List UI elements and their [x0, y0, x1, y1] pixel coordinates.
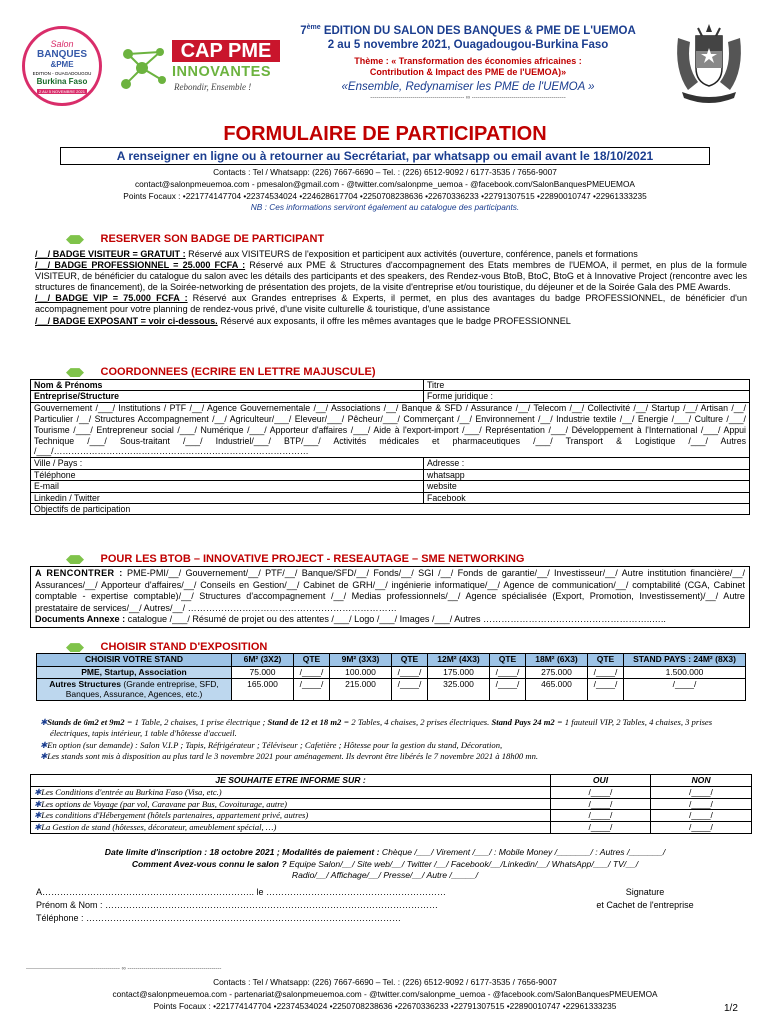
stand-table: [36, 653, 746, 701]
inform-item-text: Les conditions d'Hébergement (hôtels partenaires, appartement privé, autres): [41, 810, 309, 821]
salon-logo-text: &PME: [50, 60, 74, 69]
form-title: FORMULAIRE DE PARTICIPATION: [223, 123, 547, 145]
contact-line: contact@salonpmeuemoa.com - pmesalon@gmail.com - @twitter.com/salonpme_uemoa - @facebook.com/SalonBanquesPMEUEMOA: [135, 178, 635, 189]
col-9m2: 9M² (3X3): [330, 654, 392, 667]
badge-heading: [66, 233, 666, 245]
bullet-icon: ✱: [40, 739, 48, 750]
non-field[interactable]: /____/: [651, 822, 752, 834]
inform-item: [31, 810, 551, 822]
table-row: [31, 822, 752, 834]
note-item: [40, 751, 748, 762]
hexagon-icon: [66, 235, 84, 244]
theme-line-1: Thème : « Transformation des économies africaines :: [354, 56, 582, 66]
edition-sup: ème: [306, 24, 321, 31]
price-6: 165.000: [232, 679, 294, 701]
badge-pro-label: /__/ BADGE PROFESSIONNEL = 25.000 FCFA :: [35, 260, 246, 271]
stand-heading-text: CHOISIR STAND D'EXPOSITION: [100, 641, 268, 653]
qty-field[interactable]: /____/: [624, 679, 746, 701]
field-whatsapp[interactable]: whatsapp: [424, 469, 750, 480]
badge-options: [35, 249, 747, 327]
event-dates: 2 au 5 novembre 2021, Ouagadougou-Burkina Faso: [327, 39, 609, 51]
network-icon: [114, 40, 170, 96]
field-objectifs[interactable]: Objectifs de participation: [31, 503, 750, 514]
cap-pme-logo: [114, 40, 284, 98]
note-bold: Stand Pays 24 m2: [491, 717, 555, 727]
rencontrer-label: A RENCONTRER :: [35, 568, 123, 578]
badge-vip-text: Réservé aux Grandes entreprises & Experts, il permet, en plus des avantages du badge PROFESSIONNEL, de bénéficier d'un accompagnement pour votre planning de rendez-vous privé, d'une visite culturelle & touristique, d'une assistance: [35, 293, 747, 315]
price-18: 275.000: [526, 666, 588, 679]
contact-line: Contacts : Tel / Whatsapp: (226) 7667-6690 – Tel. : (226) 6512-9092 / 6177-3535 / 7656-9007: [213, 167, 557, 177]
signature-label: Signature: [625, 887, 665, 897]
burkina-coat-of-arms: [668, 20, 750, 108]
qty-field[interactable]: /____/: [588, 679, 624, 701]
inform-item-text: La Gestion de stand (hôtesses, décorateur, ameublement spécial, …): [41, 822, 277, 833]
row-label-main: Autres Structures: [49, 679, 121, 690]
footer-line: contact@salonpmeuemoa.com - partenariat@salonpmeuemoa.com - @twitter.com/salonpme_uemoa - @facebook.com/SalonBanquesPMEUEMOA: [112, 988, 658, 999]
col-stand-pays: STAND PAYS : 24M² (8X3): [624, 654, 746, 667]
salon-logo-text: 2 AU 5 NOVEMBRE 2021: [38, 89, 86, 94]
price-12: 325.000: [428, 679, 490, 701]
slogan: «Ensemble, Redynamiser les PME de l'UEMOA »: [341, 81, 595, 93]
btob-heading: [66, 553, 746, 565]
col-choose: CHOISIR VOTRE STAND: [37, 654, 232, 667]
oui-field[interactable]: /____/: [551, 786, 651, 798]
qty-field[interactable]: /____/: [294, 666, 330, 679]
salon-logo-text: BANQUES: [36, 49, 87, 60]
non-field[interactable]: /____/: [651, 786, 752, 798]
connu-label: Comment Avez-vous connu le salon ?: [131, 858, 287, 869]
bullet-icon: ✱: [34, 810, 42, 821]
field-prenom[interactable]: Prénom & Nom : …………………………………………………………………………………………………: [36, 900, 439, 910]
col-12m2: 12M² (4X3): [428, 654, 490, 667]
salon-logo-text: Salon: [50, 39, 74, 49]
edition-number: 7: [300, 24, 307, 37]
page-footer: [20, 977, 750, 1012]
coord-heading: [66, 366, 666, 378]
contacts-block: [20, 167, 750, 214]
salon-logo-text: EDITION - OUAGADOUGOU: [32, 71, 92, 76]
price-9: 100.000: [330, 666, 392, 679]
bullet-icon: ✱: [40, 750, 48, 761]
badge-vip[interactable]: [35, 293, 747, 315]
bullet-icon: ✱: [40, 717, 48, 727]
price-9: 215.000: [330, 679, 392, 701]
row-label: [37, 679, 232, 701]
note-bold: Stand de 12 et 18 m2: [267, 717, 342, 727]
col-non: NON: [651, 775, 752, 787]
non-field[interactable]: /____/: [651, 798, 752, 810]
coat-of-arms-icon: [668, 20, 750, 108]
note-item: [40, 717, 748, 740]
field-tel[interactable]: Téléphone : ……………………………………………………………………………………………: [36, 913, 402, 923]
badge-exposant[interactable]: [35, 316, 747, 327]
field-secteurs[interactable]: Gouvernement /___/ Institutions / PTF /__/ Agence Gouvernementale /__/ Associations /__/ Banque & SFD / Assurance /__/ Telecom /__/ Collectivité /__/ Startup /__/ Artisan /__/ Particulier /__/ Structures Accompagnement /__/ Agriculteur/___/ Eleveur/___/ Pêcheur/___/ Commerçant /__/ Environnement /__/ Industrie textile /__/ Energie /___/ Culture /___/ Tourisme /___/ Entrepreneur social /___/ Numérique /___/ Apporteur d'affaires /___/ Aide à l'export-import /___/ Représentation /___/ Développement à l'International /___/ Appui Technique /___/ Sous-traitant /___/ Industriel/___/ BTP/___/ Activités médicales et pharmaceutiques /___/ Transport & Logistique /___/ Autres /___/……………………………………………………………………………: [31, 402, 750, 458]
badge-expo-label: /__/ BADGE EXPOSANT = voir ci-dessous.: [35, 315, 218, 326]
field-website[interactable]: website: [424, 481, 750, 492]
field-adresse[interactable]: Adresse :: [424, 458, 750, 469]
edition-title: [283, 24, 653, 37]
hexagon-icon: [66, 643, 84, 652]
page-number: 1/2: [724, 1003, 738, 1014]
row-label: PME, Startup, Association: [37, 666, 232, 679]
price-18: 465.000: [526, 679, 588, 701]
signature-fields: [36, 886, 536, 925]
oui-field[interactable]: /____/: [551, 798, 651, 810]
docs-text: catalogue /___/ Résumé de projet ou des attentes /___/ Logo /___/ Images /___/ Autres ………………………………………………..…..: [125, 614, 666, 624]
col-qte: QTE: [490, 654, 526, 667]
qty-field[interactable]: /____/: [490, 666, 526, 679]
col-qte: QTE: [294, 654, 330, 667]
note-text: = 1 fauteuil VIP, 2 Tables, 4 chaises, 3 prises électriques, tapis intérieur, 1 table d'hôtesse d'accueil.: [50, 717, 713, 739]
signature-area[interactable]: [570, 886, 720, 912]
badge-professionnel[interactable]: [35, 260, 747, 293]
nb-note: NB : Ces informations serviront également au catalogue des participants.: [250, 202, 520, 213]
cap-pme-tagline: Rebondir, Ensemble !: [174, 82, 252, 92]
field-a-le[interactable]: A…………………………………………………………….. le ……………………………………………………: [36, 887, 447, 897]
form-subtitle: A renseigner en ligne ou à retourner au Secrétariat, par whatsapp ou email avant le 18/10/2021: [60, 147, 710, 165]
bullet-icon: ✱: [34, 786, 42, 797]
col-oui: OUI: [551, 775, 651, 787]
footer-line: Points Focaux : •221774147704 •22374534024 •2250708238636 •22670336233 •22791307515 •22890010747 •22961333235: [153, 1000, 617, 1011]
coord-heading-text: COORDONNEES (ECRIRE EN LETTRE MAJUSCULE): [100, 366, 376, 378]
inform-item: [31, 786, 551, 798]
field-facebook[interactable]: Facebook: [424, 492, 750, 503]
note-text: = 2 Tables, 4 chaises, 2 prises électriques.: [341, 717, 492, 727]
bullet-icon: ✱: [34, 822, 42, 833]
field-titre[interactable]: Titre: [424, 380, 750, 391]
field-nom[interactable]: Nom & Prénoms: [31, 380, 424, 391]
qty-field[interactable]: /____/: [294, 679, 330, 701]
hexagon-icon: [66, 555, 84, 564]
cachet-label: et Cachet de l'entreprise: [596, 900, 694, 910]
field-entreprise[interactable]: Entreprise/Structure: [31, 391, 424, 402]
cap-pme-subtitle: INNOVANTES: [172, 64, 271, 80]
salon-logo: [22, 26, 102, 106]
price-12: 175.000: [428, 666, 490, 679]
field-email[interactable]: E-mail: [31, 481, 424, 492]
connu-options[interactable]: Equipe Salon/__/ Site web/__/ Twitter /__/ Facebook/__/Linkedin/__/ WhatsApp/___/ TV/__/: [286, 858, 639, 869]
badge-expo-text: Réservé aux exposants, il offre les mêmes avantages que le badge PROFESSIONNEL: [217, 315, 571, 326]
note-bold: Stands de 6m2 et 9m2: [47, 717, 125, 727]
connu-options-2[interactable]: Radio/__/ Affichage/__/ Presse/__/ Autre /_____/: [291, 870, 479, 881]
badge-pro-text: Réservé aux PME & Structures d'accompagnement des Etats membres de l'UEMOA, il permet, en plus de la formule VISITEUR, de bénéficier du catalogue du salon avec les détails des participants et des speakers, des Rendez-vous BtoB, BtoC, BtoG et à Innovative Project (rencontre avec les structures de financement), de la Soirée-networking de présentation des projets, de la visite d'entreprise et/ou touristique, du déjeuner et de la Soirée Gala des PME Awards.: [35, 260, 747, 293]
table-row: [31, 810, 752, 822]
deadline-label: Date limite d'inscription : 18 octobre 2021 ; Modalités de paiement :: [104, 847, 380, 857]
field-linkedin[interactable]: Linkedin / Twitter: [31, 492, 424, 503]
col-qte: QTE: [392, 654, 428, 667]
badge-heading-text: RESERVER SON BADGE DE PARTICIPANT: [100, 233, 325, 245]
note-item: [40, 740, 748, 751]
docs-label: Documents Annexe :: [35, 614, 126, 624]
payment-options[interactable]: Chèque /___/ Virement /___/ : Mobile Money /_______/ : Autres /_______/: [379, 847, 666, 857]
qty-field[interactable]: /____/: [392, 679, 428, 701]
table-row: [37, 679, 746, 701]
note-text: En option (sur demande) : Salon V.I.P ; Tapis, Réfrigérateur ; Téléviseur ; Cafetière ; Hôtesse pour la gestion du stand, Décoration,: [47, 739, 503, 750]
price-6: 75.000: [232, 666, 294, 679]
inform-heading: JE SOUHAITE ETRE INFORME SUR :: [31, 775, 551, 787]
oui-field[interactable]: /____/: [551, 810, 651, 822]
badge-visiteur-text: Réservé aux VISITEURS de l'exposition et participent aux activités (ouverture, conférence, panels et formations: [185, 249, 638, 259]
inform-item-text: Les Conditions d'entrée au Burkina Faso (Visa, etc.): [41, 786, 222, 797]
field-forme[interactable]: Forme juridique :: [424, 391, 750, 402]
qty-field[interactable]: /____/: [392, 666, 428, 679]
badge-vip-label: /__/ BADGE VIP = 75.000 FCFA :: [35, 293, 188, 304]
btob-heading-text: POUR LES BTOB – INNOVATIVE PROJECT - RESEAUTAGE – SME NETWORKING: [100, 553, 525, 565]
row-label-small: (Grande entreprise, SFD, Banques, Assurance, Agences, etc.): [65, 679, 219, 699]
table-row: [31, 798, 752, 810]
table-row: [31, 786, 752, 798]
inform-item-text: Les options de Voyage (par vol, Caravane par Bus, Covoiturage, autre): [41, 798, 287, 809]
table-row: [37, 666, 746, 679]
footer-line: Contacts : Tel / Whatsapp: (226) 7667-6690 – Tel. : (226) 6512-9092 / 6177-3535 / 7656-9007: [213, 977, 557, 987]
qty-field[interactable]: /____/: [490, 679, 526, 701]
col-qte: QTE: [588, 654, 624, 667]
note-text: Les stands sont mis à disposition au plus tard le 3 novembre 2021 pour aménagement. Ils devront être libérés le 7 novembre 2021 à 18h00 mn.: [47, 750, 539, 761]
btob-box[interactable]: [30, 566, 750, 628]
field-telephone[interactable]: Téléphone: [31, 469, 424, 480]
note-text: = 1 Table, 2 chaises, 1 prise électrique ;: [124, 717, 268, 727]
hexagon-icon: [66, 368, 84, 377]
non-field[interactable]: /____/: [651, 810, 752, 822]
rencontrer-text: PME-PMI/__/ Gouvernement/__/ PTF/__/ Banque/SFD/__/ Fonds/__/ SGI /__/ Fonds de garantie/__/ Investisseur/__/ Autre institution financière/__/ Assurances/__/ Apporteur d'affaires/__/ Conseils en Gestion/__/ Cabinet de GRH/__/ ingénierie informatique/__/ Agence de communication/__/ comptabilité (CGA, Cabinet comptable - expertise comptable)/__/ Structures d'accompagnement /__/ Medias professionnels/__/ Agence spécialisée (Export, Promotion, Investissement)/__/ Autre prestataire de services/__/ Autres/__/ ……………………………………………………………: [35, 568, 745, 613]
col-18m2: 18M² (6X3): [526, 654, 588, 667]
inform-item: [31, 822, 551, 834]
salon-logo-text: Burkina Faso: [36, 77, 88, 86]
field-ville[interactable]: Ville / Pays :: [31, 458, 424, 469]
contact-line: Points Focaux : •221774147704 •22374534024 •224628617704 •2250708238636 •22670336233 •22791307515 •22890010747 •22961333235: [123, 190, 647, 201]
footer-divider: ----------------------------------------------- ∞ -----------------------------------------------: [26, 966, 222, 972]
bullet-icon: ✱: [34, 798, 42, 809]
cap-pme-title: CAP PME: [172, 40, 280, 62]
inform-item: [31, 798, 551, 810]
theme-line-2: Contribution & Impact des PME de l'UEMOA)»: [369, 67, 567, 77]
stand-heading: [66, 641, 746, 653]
qty-field[interactable]: /____/: [588, 666, 624, 679]
badge-visiteur[interactable]: [35, 249, 747, 260]
deadline-block: [20, 847, 750, 882]
stand-notes: [40, 717, 748, 762]
price-pays: 1.500.000: [624, 666, 746, 679]
inform-table: [30, 774, 752, 834]
oui-field[interactable]: /____/: [551, 822, 651, 834]
col-6m2: 6M² (3X2): [232, 654, 294, 667]
badge-visiteur-label: /__/ BADGE VISITEUR = GRATUIT :: [35, 249, 186, 259]
header-divider: ----------------------------------------------- ∞ -----------------------------------------------: [370, 95, 566, 101]
coordinates-table: [30, 379, 750, 515]
edition-rest: EDITION DU SALON DES BANQUES & PME DE L'UEMOA: [320, 24, 636, 37]
